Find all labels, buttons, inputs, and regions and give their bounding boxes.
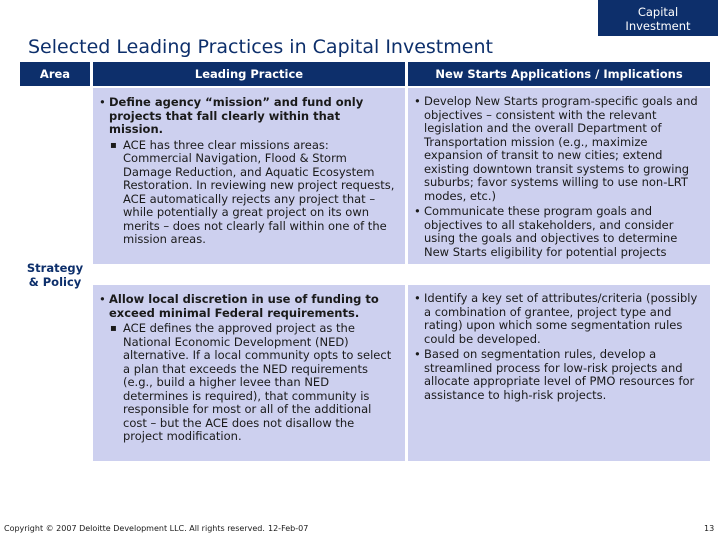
header-area: Area	[20, 62, 90, 86]
section-badge	[598, 0, 718, 36]
practice-subbullet-1: ▪ ACE has three clear missions areas: Commercial Navigation, Flood & Storm Damage Reduction, and Aquatic Ecosystem Restoration. In reviewing new project requests, ACE automatically rejects any project that – while potentially a great project on its own merits – does not clearly fall within one of the mission areas.	[110, 139, 397, 247]
badge-line-1: Capital	[637, 5, 679, 19]
footer-copyright: Copyright © 2007 Deloitte Development LLC. All rights reserved.	[4, 524, 265, 533]
area-label-line-2: & Policy	[28, 274, 82, 289]
header-implications: New Starts Applications / Implications	[408, 62, 710, 86]
badge-line-2: Investment	[625, 19, 691, 33]
implication-item: • Communicate these program goals and objectives to all stakeholders, and consider using the goals and objectives to determine New Starts eligibility for potential projects	[414, 205, 702, 259]
implication-item: • Develop New Starts program-specific goals and objectives – consistent with the relevant legislation and the overall Department of Transportation mission (e.g., maximize expansion of transit to new cities; extend existing downtown transit systems to growing suburbs; favor systems willing to use non-LRT modes, etc.)	[414, 95, 702, 203]
implications-cell-1	[408, 88, 710, 264]
practice-cell-1	[93, 88, 405, 264]
implication-item: • Based on segmentation rules, develop a streamlined process for low-risk projects and allocate appropriate level of PMO resources for assistance to high-risk projects.	[414, 348, 702, 402]
area-cell	[20, 88, 90, 461]
header-leading-practice: Leading Practice	[93, 62, 405, 86]
footer-page-number: 13	[704, 524, 715, 533]
page-title: Selected Leading Practices in Capital Investment	[28, 36, 493, 58]
practice-subbullet-2: ▪ ACE defines the approved project as the National Economic Development (NED) alternative. If a local community opts to select a plan that exceeds the NED requirements (e.g., build a higher levee than NED determines is required), that community is responsible for most or all of the additional cost – but the ACE does not disallow the project modification.	[110, 322, 397, 444]
area-label-line-1: Strategy	[26, 260, 84, 275]
practice-cell-2	[93, 285, 405, 461]
practice-bullet-2: • Allow local discretion in use of funding to exceed minimal Federal requirements.	[97, 293, 397, 320]
implication-item: • Identify a key set of attributes/criteria (possibly a combination of grantee, project type and rating) upon which some segmentation rules could be developed.	[414, 292, 702, 346]
footer-date: 12-Feb-07	[268, 524, 309, 533]
implications-cell-2	[408, 285, 710, 461]
practice-bullet-1: • Define agency “mission” and fund only projects that fall clearly within that mission.	[97, 96, 397, 137]
